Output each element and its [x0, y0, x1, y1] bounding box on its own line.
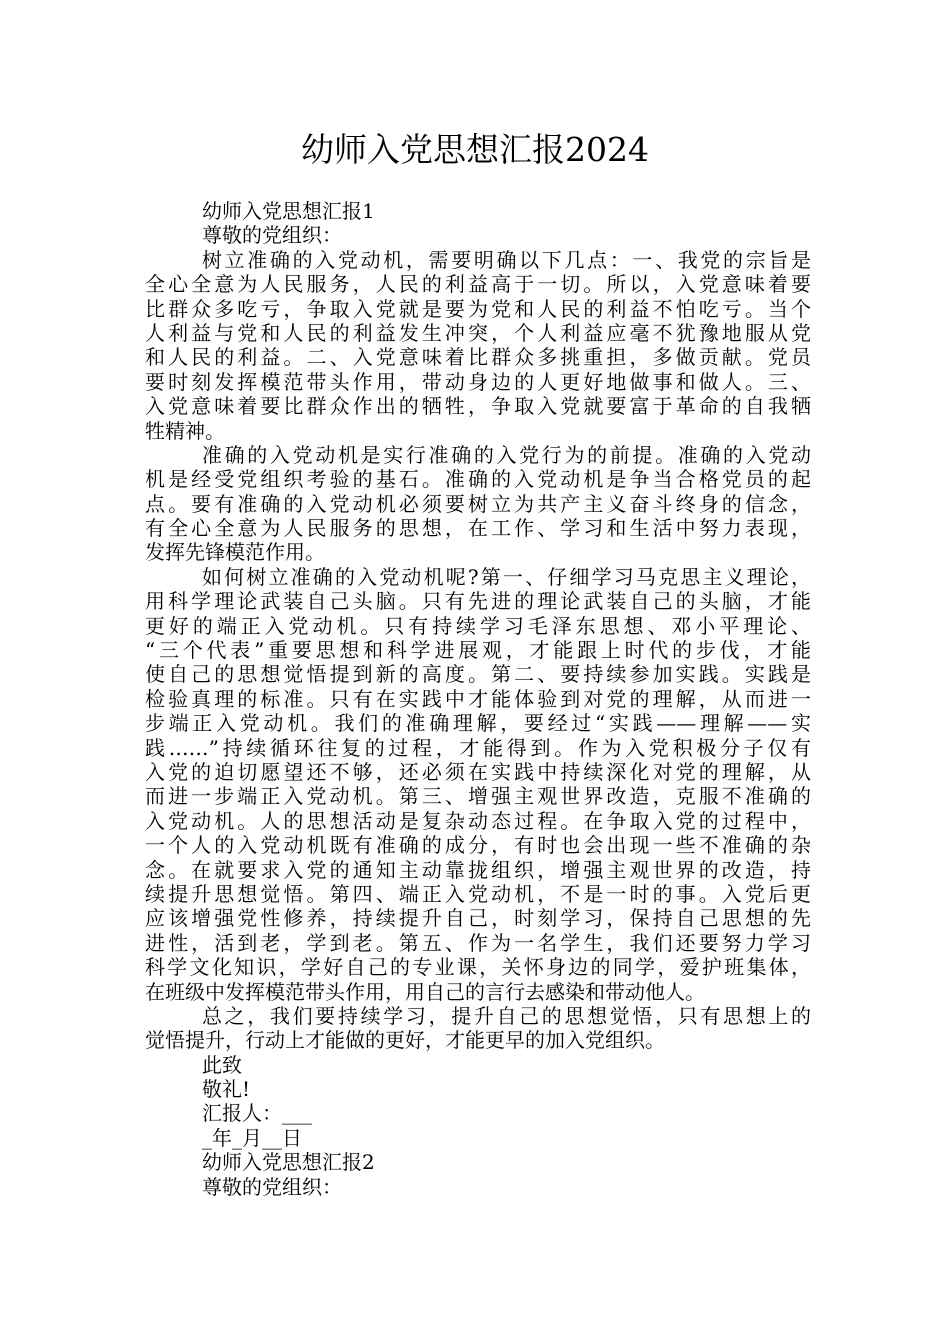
- text-line: 人利益与党和人民的利益发生冲突，个人利益应毫不犹豫地服从党: [145, 320, 811, 345]
- text-line: 在班级中发挥模范带头作用，用自己的言行去感染和带动他人。: [145, 979, 705, 1004]
- text-line: 全心全意为人民服务，人民的利益高于一切。所以，入党意味着要: [145, 272, 811, 297]
- text-line: 要时刻发挥模范带头作用，带动身边的人更好地做事和做人。三、: [145, 369, 811, 394]
- text-line: 应该增强党性修养，持续提升自己，时刻学习，保持自己思想的先: [145, 906, 811, 931]
- text-line: 入党意味着要比群众作出的牺牲，争取入党就要富于革命的自我牺: [145, 394, 811, 419]
- text-line: 践……”持续循环往复的过程，才能得到。作为入党积极分子仅有: [145, 735, 811, 760]
- document-title: 幼师入党思想汇报2024: [301, 130, 649, 169]
- text-line: 如何树立准确的入党动机呢?第一、仔细学习马克思主义理论，: [202, 564, 811, 589]
- text-line: 有全心全意为人民服务的思想，在工作、学习和生活中努力表现，: [145, 516, 811, 541]
- text-line: 入党动机。人的思想活动是复杂动态过程。在争取入党的过程中，: [145, 808, 811, 833]
- text-line: 尊敬的党组织：: [202, 1174, 342, 1199]
- text-line: 汇报人：___: [202, 1101, 312, 1126]
- text-line: 尊敬的党组织：: [202, 223, 342, 248]
- text-line: 进性，活到老，学到老。第五、作为一名学生，我们还要努力学习: [145, 930, 811, 955]
- text-line: 续提升思想觉悟。第四、端正入党动机，不是一时的事。入党后更: [145, 881, 811, 906]
- text-line: 一个人的入党动机既有准确的成分，有时也会出现一些不准确的杂: [145, 833, 811, 858]
- text-line: 牲精神。: [145, 418, 225, 443]
- text-line: 点。要有准确的入党动机必须要树立为共产主义奋斗终身的信念，: [145, 491, 811, 516]
- text-line: 准确的入党动机是实行准确的入党行为的前提。准确的入党动: [202, 442, 811, 467]
- text-line: 此致: [202, 1052, 242, 1077]
- text-line: 和人民的利益。二、入党意味着比群众多挑重担，多做贡献。党员: [145, 345, 811, 370]
- text-line: 科学文化知识，学好自己的专业课，关怀身边的同学，爱护班集体，: [145, 955, 811, 980]
- text-line: “三个代表”重要思想和科学进展观，才能跟上时代的步伐，才能: [145, 638, 811, 663]
- text-line: 机是经受党组织考验的基石。准确的入党动机是争当合格党员的起: [145, 467, 811, 492]
- text-line: 入党的迫切愿望还不够，还必须在实践中持续深化对党的理解，从: [145, 759, 811, 784]
- text-line: _年_月__日: [202, 1125, 302, 1150]
- text-line: 使自己的思想觉悟提到新的高度。第二、要持续参加实践。实践是: [145, 662, 811, 687]
- text-line: 敬礼!: [202, 1077, 251, 1102]
- text-line: 检验真理的标准。只有在实践中才能体验到对党的理解，从而进一: [145, 686, 811, 711]
- text-line: 幼师入党思想汇报1: [202, 199, 375, 223]
- text-line: 用科学理论武装自己头脑。只有先进的理论武装自己的头脑，才能: [145, 589, 811, 614]
- text-line: 比群众多吃亏，争取入党就是要为党和人民的利益不怕吃亏。当个: [145, 296, 811, 321]
- text-line: 幼师入党思想汇报2: [202, 1150, 375, 1175]
- text-line: 发挥先锋模范作用。: [145, 540, 325, 565]
- text-line: 而进一步端正入党动机。第三、增强主观世界改造，克服不准确的: [145, 784, 811, 809]
- document-body: [145, 199, 811, 1199]
- text-line: 更好的端正入党动机。只有持续学习毛泽东思想、邓小平理论、: [145, 613, 811, 638]
- text-line: 总之，我们要持续学习，提升自己的思想觉悟，只有思想上的: [202, 1003, 811, 1028]
- text-line: 步端正入党动机。我们的准确理解，要经过“实践——理解——实: [145, 711, 811, 736]
- text-line: 树立准确的入党动机，需要明确以下几点：一、我党的宗旨是: [202, 247, 811, 272]
- text-line: 觉悟提升，行动上才能做的更好，才能更早的加入党组织。: [145, 1028, 665, 1053]
- text-line: 念。在就要求入党的通知主动靠拢组织，增强主观世界的改造，持: [145, 857, 811, 882]
